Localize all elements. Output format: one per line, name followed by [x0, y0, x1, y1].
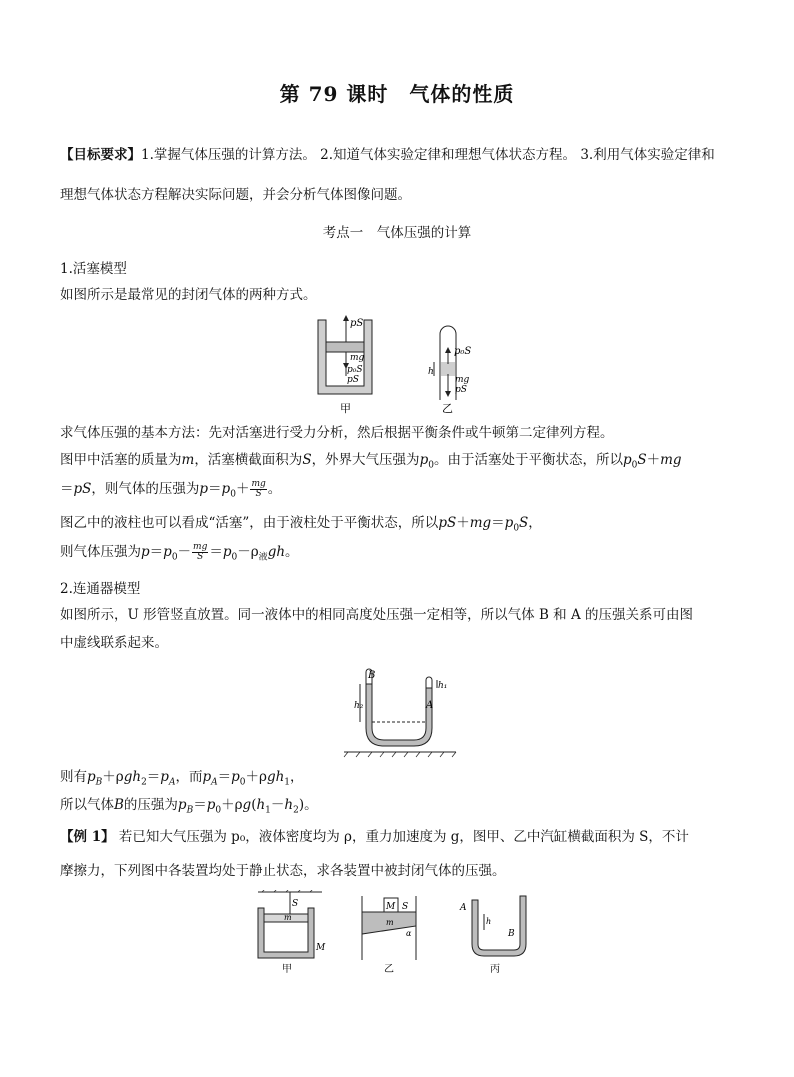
piston-heading: 1.活塞模型 — [60, 261, 127, 277]
label-yi: 乙 — [442, 402, 453, 415]
connector-line-1: 如图所示，U 形管竖直放置。同一液体中的相同高度处压强一定相等，所以气体 B 和 A 的压强关系可由图 — [60, 607, 694, 623]
label-m-yi: m — [386, 918, 394, 927]
text-a3: ，外界大气压强为 — [311, 452, 420, 468]
text-then3: ， — [290, 769, 304, 785]
text-c1: 图乙中的液柱也可以看成“活塞”，由于液柱处于平衡状态，所以 — [60, 515, 439, 531]
label-pS-yi: pS — [455, 385, 467, 395]
label-S-jia: S — [292, 899, 299, 909]
label-jia: 甲 — [340, 402, 351, 415]
device-bing — [459, 896, 526, 975]
label-jia-ex: 甲 — [282, 964, 292, 975]
label-m-jia: m — [284, 913, 292, 922]
text-a2: ，活塞横截面积为 — [194, 452, 303, 468]
text-so2: 的压强为 — [123, 797, 178, 813]
objective-line-1 — [60, 146, 715, 164]
label-mg-jia: mg — [350, 353, 365, 363]
objective-text-1: 1.掌握气体压强的计算方法。 2.知道气体实验定律和理想气体状态方程。 3.利用气体实验定律和 — [141, 147, 715, 163]
connector-line-2: 中虚线联系起来。 — [60, 635, 168, 651]
connector-heading: 2.连通器模型 — [60, 581, 141, 597]
connector-so: 所以气体B的压强为$p_B=p_0+\rho g(h_1-h_2)$。 — [60, 797, 318, 816]
objective-line-2: 理想气体状态方程解决实际问题，并会分析气体图像问题。 — [60, 187, 411, 203]
piston-line-a: 图甲中活塞的质量为m，活塞横截面积为S，外界大气压强为$p_0$。由于活塞处于平衡状态，所以$p_0S+mg$ — [60, 452, 682, 471]
text-a1: 图甲中活塞的质量为 — [60, 452, 182, 468]
connector-then: 则有$p_B+\rho gh_2=p_A$，而$p_A=p_0+\rho gh_1$， — [60, 769, 304, 788]
label-h2: h₂ — [354, 701, 364, 711]
example-text-1: 若已知大气压强为 p₀，液体密度均为 ρ，重力加速度为 g，图甲、乙中汽缸横截面积为 S，不计 — [118, 829, 689, 845]
label-mg-yi: mg — [455, 375, 470, 385]
text-then1: 则有 — [60, 769, 87, 785]
piston-method: 求气体压强的基本方法：先对活塞进行受力分析，然后根据平衡条件或牛顿第二定律列方程。 — [60, 425, 614, 441]
label-pS-jia-2: pS — [347, 375, 359, 385]
label-p0S-jia: p₀S — [347, 365, 363, 375]
device-yi — [362, 896, 416, 975]
tube-yi — [428, 326, 471, 415]
piston-figure — [300, 312, 500, 416]
label-pS-jia: pS — [350, 318, 364, 329]
example-line-1 — [60, 828, 689, 846]
text-d1: 则气体压强为 — [60, 544, 141, 560]
label-yi-ex: 乙 — [384, 964, 394, 975]
label-S-yi: S — [402, 902, 409, 912]
piston-line-b: ＝pS，则气体的压强为$p=p_0+$ $\frac{mg}{S}$ 。 — [60, 479, 282, 500]
page-title: 第 79 课时 气体的性质 — [279, 82, 515, 106]
device-jia — [258, 890, 326, 975]
label-A-utube: A — [426, 700, 434, 711]
text-then2: ，而 — [175, 769, 203, 785]
cylinder-jia — [318, 315, 372, 415]
label-M-jia: M — [316, 943, 326, 953]
text-a4: 。由于活塞处于平衡状态，所以 — [433, 452, 623, 468]
label-B-bing: B — [508, 929, 515, 939]
label-alpha-yi: α — [406, 929, 412, 938]
piston-intro: 如图所示是最常见的封闭气体的两种方式。 — [60, 287, 317, 303]
label-p0S-yi: p₀S — [454, 346, 472, 357]
example-figure — [250, 890, 540, 978]
label-h-yi: h — [428, 367, 434, 377]
label-A-bing: A — [460, 903, 467, 913]
label-h-bing: h — [486, 917, 492, 926]
example-line-2: 摩擦力，下列图中各装置均处于静止状态，求各装置中被封闭气体的压强。 — [60, 863, 506, 879]
text-b1: ，则气体的压强为 — [91, 481, 200, 497]
label-B-utube: B — [368, 670, 376, 681]
objective-label: 【目标要求】 — [60, 147, 141, 163]
label-bing-ex: 丙 — [490, 964, 500, 975]
example-label: 【例 1】 — [60, 829, 115, 845]
u-tube-figure — [340, 660, 460, 758]
section-heading: 考点一 气体压强的计算 — [322, 225, 472, 241]
text-so1: 所以气体 — [60, 797, 114, 813]
piston-line-d: 则气体压强为$p=p_0-$ $\frac{mg}{S}$ $=p_0-\rho_液gh$。 — [60, 542, 299, 563]
label-h1: h₁ — [438, 681, 448, 691]
label-M-yi: M — [386, 902, 396, 912]
piston-line-c: 图乙中的液柱也可以看成“活塞”，由于液柱处于平衡状态，所以$pS+mg=p_0S$， — [60, 515, 542, 534]
